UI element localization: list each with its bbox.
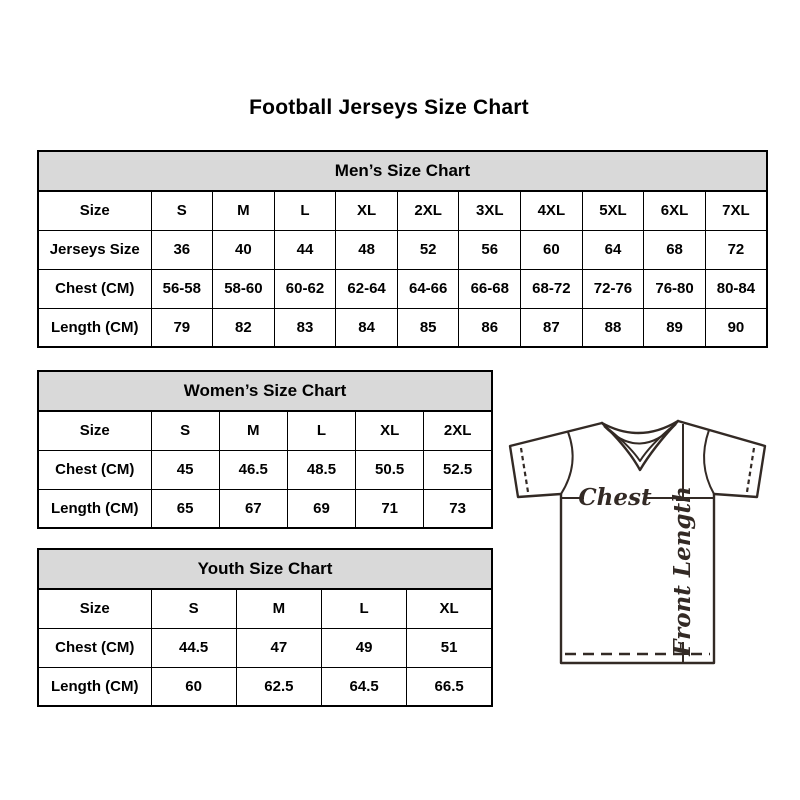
cell-value: 76-80 [644, 269, 706, 308]
table-row [38, 489, 492, 528]
cell-value: 44.5 [151, 628, 236, 667]
cell-value: 89 [644, 308, 706, 347]
page-title: Football Jerseys Size Chart [249, 96, 529, 119]
column-header: M [236, 589, 321, 628]
table-title-row [38, 549, 492, 589]
cell-value: 65 [151, 489, 219, 528]
table-row [38, 269, 767, 308]
table-row [38, 589, 492, 628]
row-header: Length (CM) [38, 308, 151, 347]
cell-value: 60 [151, 667, 236, 706]
cell-value: 45 [151, 450, 219, 489]
row-header: Jerseys Size [38, 230, 151, 269]
column-header: 7XL [705, 191, 767, 230]
cell-value: 83 [274, 308, 336, 347]
cell-value: 84 [336, 308, 398, 347]
cell-value: 66-68 [459, 269, 521, 308]
jersey-diagram-svg [503, 412, 775, 670]
youth-size-table [37, 548, 493, 707]
row-header: Length (CM) [38, 489, 151, 528]
column-header: 6XL [644, 191, 706, 230]
cell-value: 73 [424, 489, 492, 528]
corner-header: Size [38, 411, 151, 450]
cell-value: 80-84 [705, 269, 767, 308]
column-header: 4XL [521, 191, 583, 230]
cell-value: 51 [407, 628, 492, 667]
cell-value: 62.5 [236, 667, 321, 706]
column-header: S [151, 191, 213, 230]
table-row [38, 230, 767, 269]
column-header: S [151, 589, 236, 628]
cell-value: 88 [582, 308, 644, 347]
row-header: Chest (CM) [38, 269, 151, 308]
cell-value: 52 [397, 230, 459, 269]
chest-label: Chest [578, 484, 652, 511]
column-header: 3XL [459, 191, 521, 230]
table-row [38, 667, 492, 706]
cell-value: 62-64 [336, 269, 398, 308]
jersey-right-armhole-seam [704, 430, 714, 494]
column-header: L [322, 589, 407, 628]
cell-value: 56-58 [151, 269, 213, 308]
cell-value: 47 [236, 628, 321, 667]
cell-value: 56 [459, 230, 521, 269]
cell-value: 52.5 [424, 450, 492, 489]
column-header: 5XL [582, 191, 644, 230]
cell-value: 72 [705, 230, 767, 269]
cell-value: 85 [397, 308, 459, 347]
row-header: Length (CM) [38, 667, 151, 706]
cell-value: 67 [219, 489, 287, 528]
column-header: XL [356, 411, 424, 450]
table-row [38, 450, 492, 489]
mens-size-table [37, 150, 768, 348]
column-header: XL [336, 191, 398, 230]
table-title-row [38, 151, 767, 191]
table-title-row [38, 371, 492, 411]
table-row [38, 191, 767, 230]
column-header: L [274, 191, 336, 230]
cell-value: 72-76 [582, 269, 644, 308]
cell-value: 82 [213, 308, 275, 347]
table-row [38, 411, 492, 450]
row-header: Chest (CM) [38, 450, 151, 489]
cell-value: 58-60 [213, 269, 275, 308]
column-header: XL [407, 589, 492, 628]
cell-value: 71 [356, 489, 424, 528]
cell-value: 87 [521, 308, 583, 347]
womens-size-table [37, 370, 493, 529]
left-cuff-stitch-line [521, 448, 528, 492]
cell-value: 64 [582, 230, 644, 269]
table-title: Youth Size Chart [38, 549, 492, 589]
table-title: Men’s Size Chart [38, 151, 767, 191]
right-cuff-stitch-line [747, 448, 754, 492]
table-row [38, 308, 767, 347]
cell-value: 44 [274, 230, 336, 269]
cell-value: 40 [213, 230, 275, 269]
cell-value: 68 [644, 230, 706, 269]
column-header: S [151, 411, 219, 450]
cell-value: 86 [459, 308, 521, 347]
column-header: 2XL [397, 191, 459, 230]
cell-value: 48.5 [287, 450, 355, 489]
cell-value: 64-66 [397, 269, 459, 308]
cell-value: 64.5 [322, 667, 407, 706]
front-length-label: Front Length [669, 486, 696, 656]
cell-value: 68-72 [521, 269, 583, 308]
jersey-left-armhole-seam [561, 432, 573, 494]
corner-header: Size [38, 191, 151, 230]
column-header: M [219, 411, 287, 450]
cell-value: 66.5 [407, 667, 492, 706]
column-header: M [213, 191, 275, 230]
cell-value: 48 [336, 230, 398, 269]
cell-value: 36 [151, 230, 213, 269]
column-header: L [287, 411, 355, 450]
jersey-measurement-diagram [503, 412, 775, 670]
row-header: Chest (CM) [38, 628, 151, 667]
cell-value: 60 [521, 230, 583, 269]
corner-header: Size [38, 589, 151, 628]
cell-value: 79 [151, 308, 213, 347]
table-row [38, 628, 492, 667]
cell-value: 69 [287, 489, 355, 528]
cell-value: 60-62 [274, 269, 336, 308]
cell-value: 49 [322, 628, 407, 667]
cell-value: 90 [705, 308, 767, 347]
column-header: 2XL [424, 411, 492, 450]
table-title: Women’s Size Chart [38, 371, 492, 411]
cell-value: 50.5 [356, 450, 424, 489]
cell-value: 46.5 [219, 450, 287, 489]
